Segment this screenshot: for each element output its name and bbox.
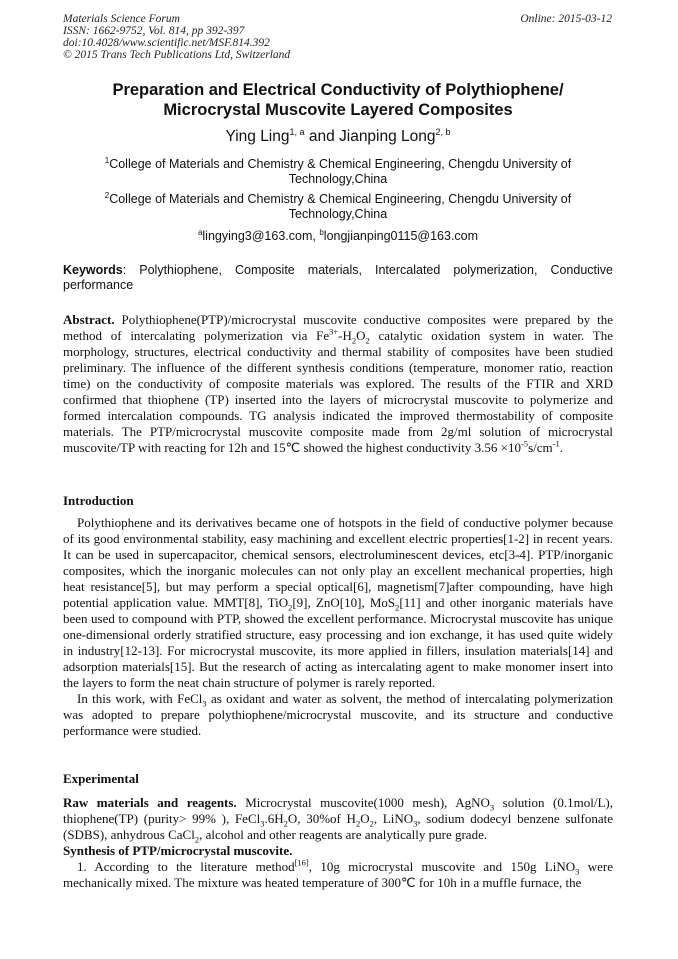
- intro-text: as oxidant and water as solvent, the method of intercalating polymerization was adopted to prepare polythiophene/microcrystal muscovite, and its structure and conductive performance were studied.: [63, 691, 613, 738]
- exp-text: , LiNO: [373, 811, 414, 826]
- abstract-sup: 3+: [329, 326, 339, 337]
- keywords: [63, 263, 613, 293]
- abstract-sub: 2: [365, 335, 370, 346]
- raw-materials-label: Raw materials and reagents.: [63, 795, 237, 810]
- intro-text: [11] and other inorganic materials have been used to compound with PTP, showed the excellent performance. Microcrystal muscovite has unique one-dimensional orderly stratified structure, easy processing and ion exchange, it has used quite widely in industry[12-13]. For microcrystal muscovite, its more applied in fillers, insulation materials[14] and adsorption materials[15]. But the research of acting as intercalating agent to make monomer insert into the layers to form the neat chain structure of polymer is rarely reported.: [63, 595, 613, 690]
- title-line-1: Preparation and Electrical Conductivity of Polythiophene/: [112, 81, 564, 99]
- affiliation-1: [80, 157, 596, 187]
- exp-text: , alcohol and other reagents are analytically pure grade.: [199, 827, 488, 842]
- intro-text: [9], ZnO[10], MoS: [292, 595, 396, 610]
- paper-title: [63, 80, 613, 120]
- exp-text: Microcrystal muscovite(1000 mesh), AgNO: [236, 795, 490, 810]
- email-b[interactable]: longjianping0115@163.com: [323, 229, 479, 243]
- journal-name: Materials Science Forum: [63, 13, 180, 25]
- exp-sub: 2: [355, 818, 361, 829]
- exp-sub: 3: [489, 802, 495, 813]
- intro-sub: 2: [395, 602, 400, 613]
- exp-text: , sodium dodecyl benzene sulfonate (SDBS), anhydrous CaCl: [63, 811, 613, 842]
- abstract-text: O: [356, 328, 366, 343]
- doi-line: doi:10.4028/www.scientific.net/MSF.814.392: [63, 37, 270, 49]
- abstract-text: -H: [338, 328, 352, 343]
- introduction-paragraph-1: [63, 515, 613, 691]
- author-emails: [63, 229, 613, 244]
- author-1: Ying Ling: [225, 128, 290, 145]
- affiliation-1-number: 1: [104, 155, 110, 165]
- author-list: [63, 128, 613, 146]
- experimental-heading: Experimental: [63, 771, 139, 786]
- introduction-body: [63, 515, 613, 739]
- issn-line: ISSN: 1662-9752, Vol. 814, pp 392-397: [63, 25, 245, 37]
- title-line-2: Microcrystal Muscovite Layered Composites: [163, 101, 513, 119]
- introduction-heading: Introduction: [63, 493, 134, 508]
- citation-sup: [16]: [294, 857, 309, 868]
- introduction-paragraph-2: [63, 691, 613, 739]
- author-conjunction: and: [304, 128, 339, 145]
- abstract-sup: -5: [520, 438, 529, 449]
- exp-sub: 2: [283, 818, 288, 829]
- exp-sub: 2: [369, 818, 374, 829]
- intro-text: Polythiophene and its derivatives became one of hotspots in the field of conductive polymer because of its good environmental stability, easy machining and excellent electric properties[1-2] in recent years. It can be used in supercapacitor, chemical sensors, electroluminescent devices, etc[3-4]. PTP/inorganic composites, which the inorganic molecules can not only play an excellent mechanical properties, high heat resistance[5], but may perform a special optical[6], magnetism[7]after compounding, have high potential application value. MMT[8], TiO: [63, 515, 613, 610]
- intro-sub: 3: [202, 698, 207, 709]
- abstract-sup: -1: [552, 438, 560, 449]
- exp-text: solution (0.1mol/L), thiophene(TP) (purity> 99% ), FeCl: [63, 795, 613, 826]
- exp-text: O, 30%of H: [287, 811, 356, 826]
- author-2: Jianping Long: [339, 128, 436, 145]
- author-2-affil: 2, b: [435, 126, 451, 137]
- affiliation-2-number: 2: [104, 190, 110, 200]
- affiliation-2: [80, 192, 596, 222]
- abstract-text: catalytic oxidation system in water. The morphology, structures, electrical conductivity and thermal stability of composites have been studied preliminary. The influence of the different synthesis conditions (temperature, monomer ratio, reaction time) on the conductivity of composite materials was explored. The results of the FTIR and XRD confirmed that thiophene (TP) inserted into the layers of microcrystal muscovite to polymerize and formed intercalation compounds. TG analysis indicated the improved thermostability of composite materials. The PTP/microcrystal muscovite composite made from 2g/ml solution of microcrystal muscovite/TP with reacting for 12h and 15℃ showed the highest conductivity 3.56 ×10: [63, 328, 614, 455]
- journal-header: [63, 13, 290, 61]
- intro-text: In this work, with FeCl: [77, 691, 203, 706]
- keywords-text: : Polythiophene, Composite materials, Intercalated polymerization, Conductive performance: [63, 263, 613, 292]
- intro-sub: 2: [288, 602, 293, 613]
- synthesis-heading: Synthesis of PTP/microcrystal muscovite.: [63, 843, 293, 858]
- abstract-label: Abstract.: [63, 312, 115, 327]
- exp-text: 1. According to the literature method: [77, 859, 295, 874]
- exp-sub: 3: [575, 866, 580, 877]
- email-a[interactable]: lingying3@163.com,: [202, 229, 316, 243]
- exp-text: .6H: [264, 811, 284, 826]
- author-1-affil: 1, a: [289, 126, 305, 137]
- abstract-sub: 2: [351, 335, 357, 346]
- exp-text: were mechanically mixed. The mixture was heated temperature of 300℃ for 10h in a muffle furnace, the: [63, 859, 614, 890]
- raw-materials-paragraph: [63, 795, 613, 843]
- online-date: Online: 2015-03-12: [520, 13, 612, 25]
- synthesis-paragraph: [63, 859, 613, 891]
- abstract-text: Polythiophene(PTP)/microcrystal muscovite conductive composites were prepared by the method of intercalating polymerization via Fe: [63, 312, 613, 343]
- exp-text: O: [360, 811, 370, 826]
- email-a-mark: a: [197, 227, 203, 237]
- abstract-text: .: [559, 440, 563, 455]
- exp-sub: 3: [260, 818, 265, 829]
- email-b-mark: b: [319, 227, 324, 237]
- affiliation-1-text: College of Materials and Chemistry & Chemical Engineering, Chengdu University of Technology,China: [109, 157, 572, 186]
- copyright-line: © 2015 Trans Tech Publications Ltd, Switzerland: [63, 49, 291, 61]
- exp-sub: 2: [194, 834, 200, 845]
- keywords-label: Keywords: [63, 263, 123, 277]
- exp-sub: 3: [413, 818, 418, 829]
- abstract: [63, 312, 613, 456]
- experimental-body: [63, 795, 613, 891]
- exp-text: , 10g microcrystal muscovite and 150g LiNO: [308, 859, 576, 874]
- abstract-text: s/cm: [528, 440, 553, 455]
- affiliation-2-text: College of Materials and Chemistry & Chemical Engineering, Chengdu University of Technology,China: [109, 192, 572, 221]
